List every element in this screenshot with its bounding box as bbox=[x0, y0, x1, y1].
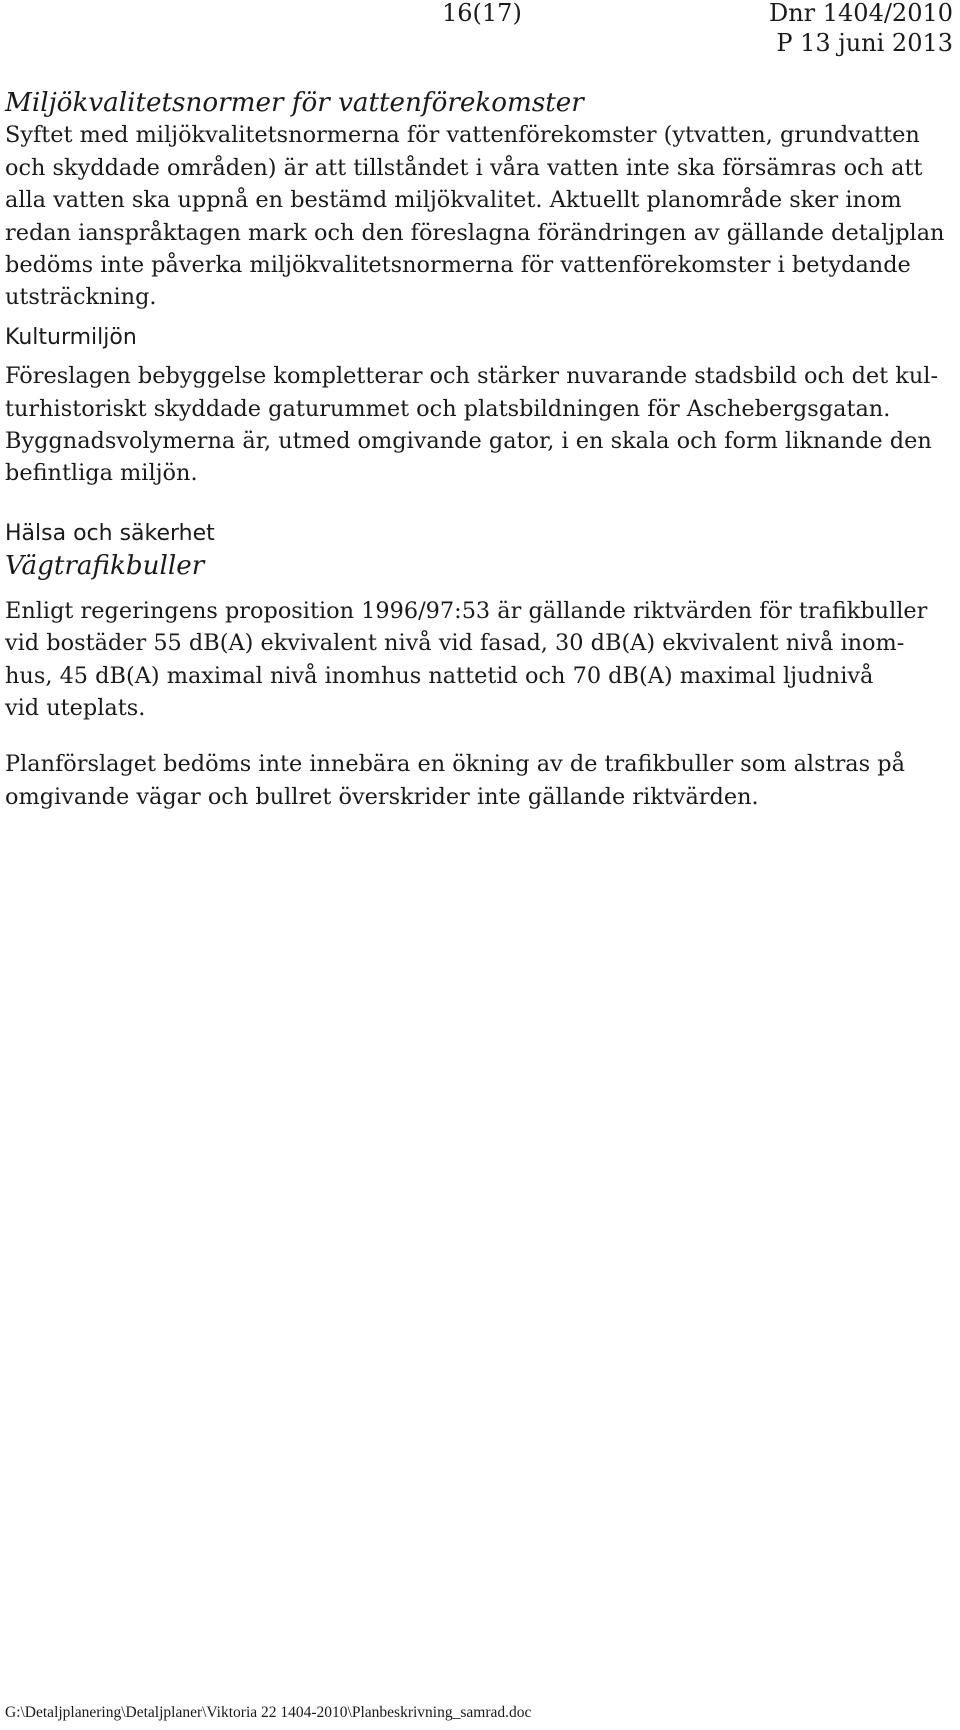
section-heading-halsa: Hälsa och säkerhet bbox=[5, 520, 215, 546]
paragraph-line: Föreslagen bebyggelse kompletterar och stärker nuvarande stadsbild och det kul- bbox=[5, 363, 939, 390]
paragraph-line: alla vatten ska uppnå en bestämd miljökvalitet. Aktuellt planområde sker inom bbox=[5, 187, 902, 214]
paragraph-line: redan ianspråktagen mark och den föreslagna förändringen av gällande detaljplan bbox=[5, 219, 945, 246]
paragraph-line: befintliga miljön. bbox=[5, 460, 198, 487]
document-body bbox=[5, 87, 947, 813]
paragraph-line: Planförslaget bedöms inte innebära en ökning av de trafikbuller som alstras på bbox=[5, 751, 905, 778]
paragraph-line: utsträckning. bbox=[5, 284, 157, 311]
paragraph-line: bedöms inte påverka miljökvalitetsnormerna för vattenförekomster i betydande bbox=[5, 252, 911, 279]
paragraph-line: omgivande vägar och bullret överskrider inte gällande riktvärden. bbox=[5, 783, 759, 810]
paragraph-line: Byggnadsvolymerna är, utmed omgivande gator, i en skala och form liknande den bbox=[5, 428, 932, 455]
paragraph-line: vid uteplats. bbox=[5, 694, 146, 721]
paragraph-line: Syftet med miljökvalitetsnormerna för vattenförekomster (ytvatten, grundvatten bbox=[5, 122, 920, 149]
document-number: Dnr 1404/2010 bbox=[768, 0, 953, 27]
page-number: 16(17) bbox=[442, 0, 522, 27]
document-date: P 13 juni 2013 bbox=[776, 29, 953, 57]
subsection-heading-vagtrafikbuller: Vägtrafikbuller bbox=[5, 551, 205, 582]
paragraph-line: vid bostäder 55 dB(A) ekvivalent nivå vid fasad, 30 dB(A) ekvivalent nivå inom- bbox=[5, 630, 905, 657]
paragraph-line: hus, 45 dB(A) maximal nivå inomhus nattetid och 70 dB(A) maximal ljudnivå bbox=[5, 662, 874, 689]
paragraph-line: och skyddade områden) är att tillståndet i våra vatten inte ska försämras och att bbox=[5, 154, 923, 181]
section-heading-kultur: Kulturmiljön bbox=[5, 324, 137, 350]
section-heading-vatten: Miljökvalitetsnormer för vattenförekomster bbox=[5, 88, 584, 118]
footer-file-path: G:\Detaljplanering\Detaljplaner\Viktoria 22 1404-2010\Planbeskrivning_samrad.doc bbox=[5, 1704, 532, 1721]
paragraph-line: turhistoriskt skyddade gaturummet och platsbildningen för Aschebergsgatan. bbox=[5, 395, 891, 422]
paragraph-line: Enligt regeringens proposition 1996/97:53 är gällande riktvärden för trafikbuller bbox=[5, 597, 928, 624]
